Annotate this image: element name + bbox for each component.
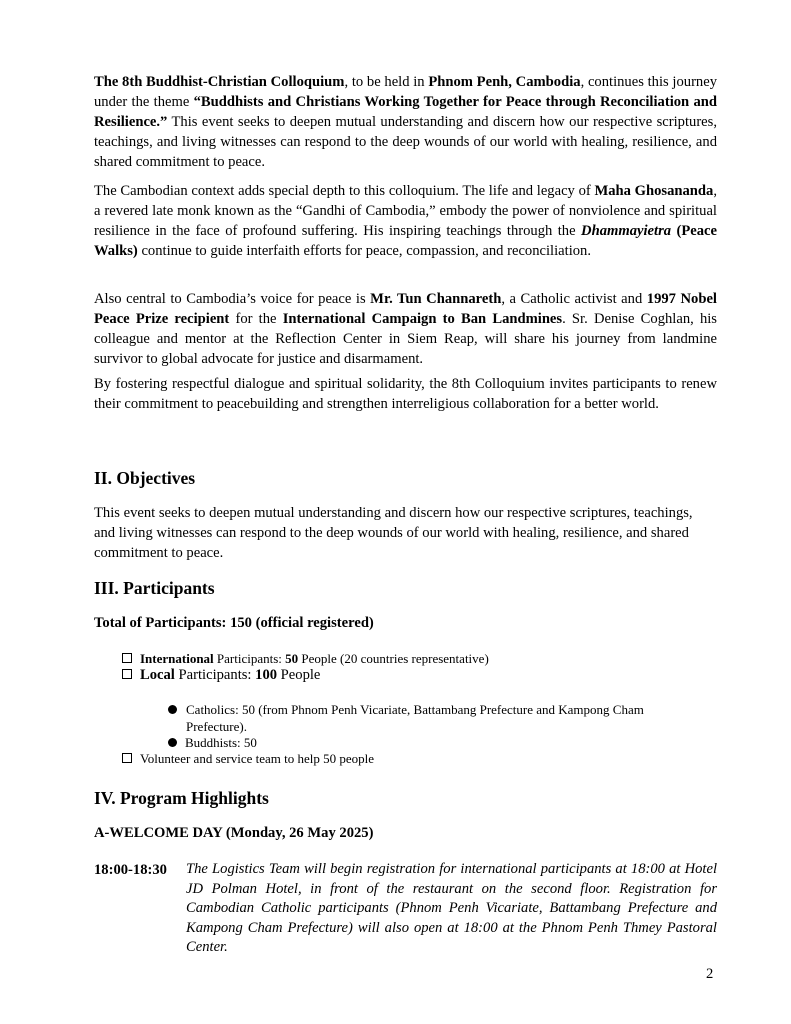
program-heading: IV. Program Highlights — [94, 788, 269, 808]
bullet-dot-icon — [168, 705, 177, 714]
page-number: 2 — [706, 966, 714, 982]
closing-paragraph: By fostering respectful dialogue and spiritual solidarity, the 8th Colloquium invites participants to renew their commitment to peacebuilding and strengthen interreligious collaboration for a better world. — [94, 376, 717, 412]
catholics-text: Catholics: 50 (from Phnom Penh Vicariate, Battambang Prefecture and Kampong Cham Prefecture). — [186, 702, 644, 734]
checkbox-icon — [122, 653, 132, 663]
schedule-time: 18:00-18:30 — [94, 862, 167, 878]
schedule-description: The Logistics Team will begin registration for international participants at 18:00 at Hotel JD Polman Hotel, in front of the restaurant on the second floor. Registration for Cambodian Catholic participants (Phnom Penh Vicariate, Battambang Prefecture and Kampong Cham Prefecture) will also open at 18:00 at the Phnom Penh Thmey Pastoral Center. — [186, 861, 717, 955]
intro-paragraph: The 8th Buddhist-Christian Colloquium, to be held in Phnom Penh, Cambodia, continues this journey under the theme “Buddhists and Christians Working Together for Peace through Reconciliation and Resilience.” This event seeks to deepen mutual understanding and discern how our respective scriptures, teachings, and living witnesses can respond to the deep wounds of our world with healing, resilience, and shared commitment to peace. — [94, 74, 717, 170]
bullet-dot-icon — [168, 738, 177, 747]
checkbox-icon — [122, 753, 132, 763]
participants-heading: III. Participants — [94, 578, 215, 598]
checkbox-icon — [122, 669, 132, 679]
context-paragraph: The Cambodian context adds special depth to this colloquium. The life and legacy of Maha Ghosananda, a revered late monk known as the “Gandhi of Cambodia,” embody the power of nonviolence and spiritual resilience in the face of profound suffering. His inspiring teachings through the Dhammayietra (Peace Walks) continue to guide interfaith efforts for peace, compassion, and reconciliation. — [94, 183, 718, 259]
list-item-local: Local Participants: 100 People — [122, 667, 320, 684]
objectives-heading: II. Objectives — [94, 468, 196, 488]
channareth-paragraph: Also central to Cambodia’s voice for peace is Mr. Tun Channareth, a Catholic activist and 1997 Nobel Peace Prize recipient for the International Campaign to Ban Landmines. Sr. Denise Coghlan, his colleague and mentor at the Reflection Center in Siem Reap, will share his journey from landmine survivor to global advocate for justice and disarmament. — [94, 291, 717, 367]
welcome-day-title: A-WELCOME DAY (Monday, 26 May 2025) — [94, 825, 374, 841]
list-item-volunteer: Volunteer and service team to help 50 people — [122, 750, 374, 767]
list-item-buddhists: Buddhists: 50 — [168, 734, 257, 751]
objectives-text: This event seeks to deepen mutual understanding and discern how our respective scriptures, teachings, and living witnesses can respond to the deep wounds of our world with healing, resilience, and shared commitment to peace. — [94, 505, 693, 561]
list-item-catholics — [168, 701, 708, 735]
participants-total: Total of Participants: 150 (official registered) — [94, 615, 374, 631]
list-item-international: International Participants: 50 People (20 countries representative) — [122, 650, 489, 667]
